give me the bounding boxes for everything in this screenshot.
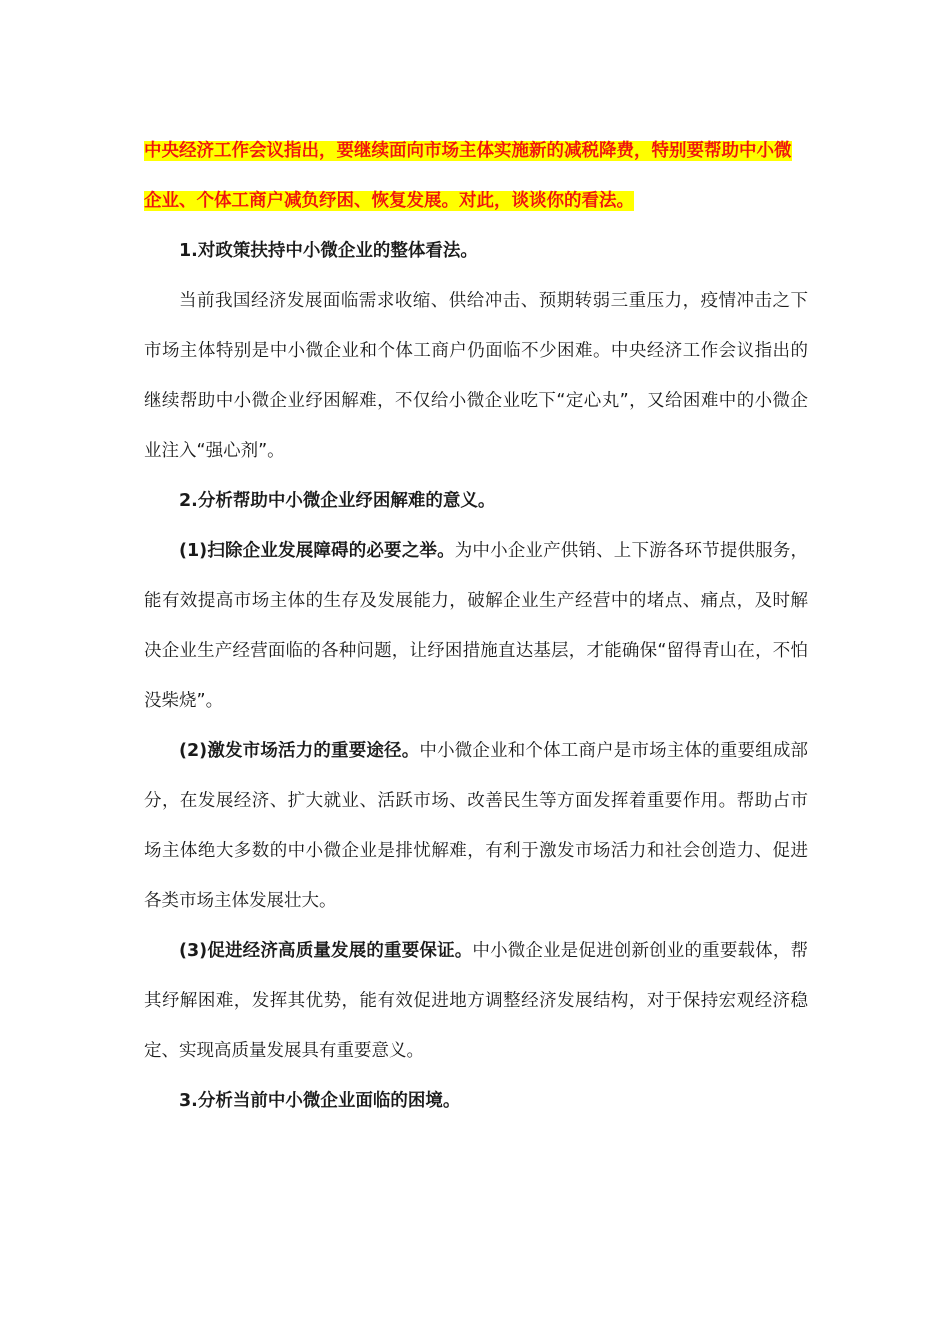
point-2-lead: (2)激发市场活力的重要途径。 [179,741,420,761]
point-2-body: 中小微企业和个体工商户是市场主体的重要组成部分，在发展经济、扩大就业、活跃市场、改善民生等方面发挥着重要作用。帮助占市场主体绝大多数的中小微企业是排忧解难，有利于激发市场活力和社会创造力、促进各类市场主体发展壮大。 [144,741,809,911]
paragraph-point-2 [144,726,808,926]
paragraph-point-1 [144,526,808,726]
question-text [144,126,808,226]
paragraph-point-3 [144,926,808,1076]
point-1-body: 为中小企业产供销、上下游各环节提供服务，能有效提高市场主体的生存及发展能力，破解企业生产经营中的堵点、痛点，及时解决企业生产经营面临的各种问题，让纾困措施直达基层，才能确保“留得青山在，不怕没柴烧”。 [144,541,809,711]
document-page [144,126,808,1126]
paragraph-1: 当前我国经济发展面临需求收缩、供给冲击、预期转弱三重压力，疫情冲击之下市场主体特别是中小微企业和个体工商户仍面临不少困难。中央经济工作会议指出的继续帮助中小微企业纾困解难，不仅给小微企业吃下“定心丸”，又给困难中的小微企业注入“强心剂”。 [144,291,808,461]
question-highlight: 中央经济工作会议指出，要继续面向市场主体实施新的减税降费，特别要帮助中小微企业、个体工商户减负纾困、恢复发展。对此，谈谈你的看法。 [144,141,792,211]
point-1-lead: (1)扫除企业发展障碍的必要之举。 [179,541,455,561]
section-heading-2: 2.分析帮助中小微企业纾困解难的意义。 [179,491,496,511]
point-3-lead: (3)促进经济高质量发展的重要保证。 [179,941,473,961]
section-heading-3: 3.分析当前中小微企业面临的困境。 [179,1091,461,1111]
section-heading-1: 1.对政策扶持中小微企业的整体看法。 [179,241,478,261]
point-3-body: 中小微企业是促进创新创业的重要载体，帮其纾解困难，发挥其优势，能有效促进地方调整经济发展结构，对于保持宏观经济稳定、实现高质量发展具有重要意义。 [144,941,809,1061]
